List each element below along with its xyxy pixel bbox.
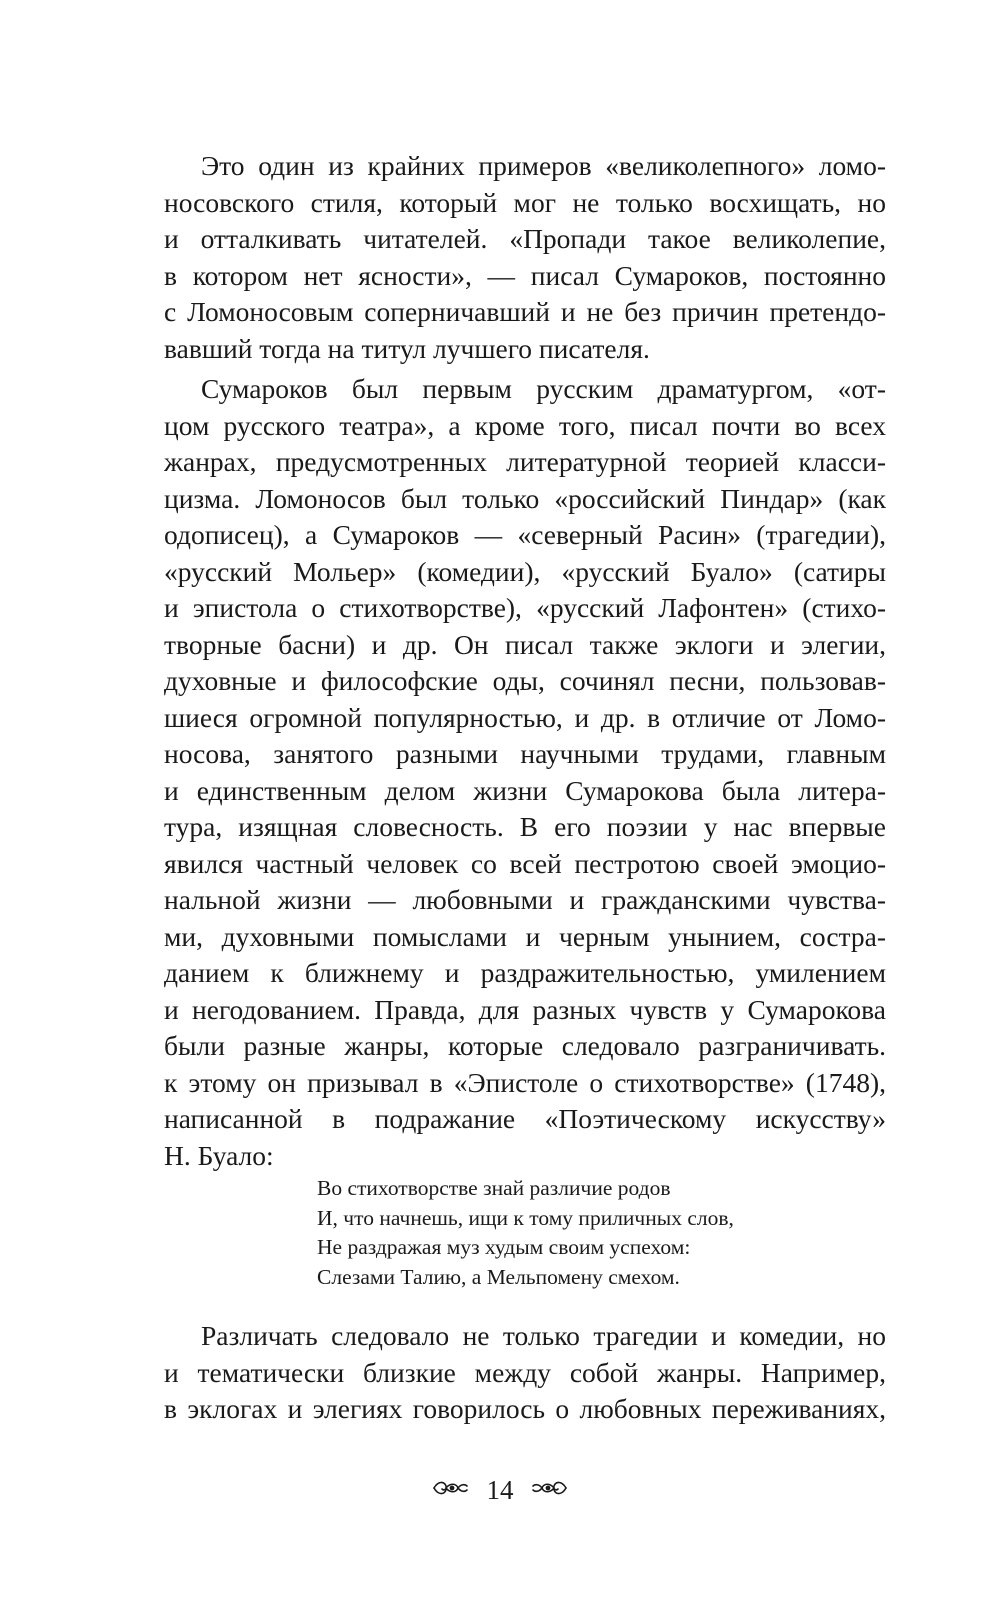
text-line: Н. Буало: xyxy=(164,1139,274,1171)
paragraph-2 xyxy=(164,371,886,1174)
text-line: шиеся огромной популярностью, и др. в отличие от Ломо- xyxy=(164,701,886,733)
fleuron-left-icon xyxy=(432,1472,470,1508)
text-line: носова, занятого разными научными трудами, главным xyxy=(164,738,886,769)
text-line: и эпистола о стихотворстве), «русский Лафонтен» (стихо- xyxy=(164,592,886,623)
text-line: нальной жизни — любовными и гражданскими чувства- xyxy=(164,884,886,915)
text-line: «русский Мольер» (комедии), «русский Буало» (сатиры xyxy=(164,555,886,587)
text-line: цом русского театра», а кроме того, писал почти во всех xyxy=(164,409,886,441)
text-line: и тематически близкие между собой жанры. Например, xyxy=(164,1356,886,1388)
poem-line: И, что начнешь, ищи к тому приличных слов, xyxy=(317,1205,734,1230)
text-line: одописец), а Сумароков — «северный Расин» (трагедии), xyxy=(164,519,886,550)
poem-line: Во стихотворстве знай различие родов xyxy=(317,1176,671,1200)
page-number: 14 xyxy=(486,1474,514,1505)
text-line: написанной в подражание «Поэтическому искусству» xyxy=(164,1103,886,1134)
poem-line: Слезами Талию, а Мельпомену смехом. xyxy=(317,1264,680,1289)
text-line: были разные жанры, которые следовало разграничивать. xyxy=(164,1030,886,1061)
text-line: носовского стиля, который мог не только восхищать, но xyxy=(164,186,886,218)
text-line: Это один из крайних примеров «великолепного» ломо- xyxy=(201,150,886,181)
text-line: явился частный человек со всей пестротою своей эмоцио- xyxy=(164,847,886,879)
text-line: к этому он призывал в «Эпистоле о стихотворстве» (1748), xyxy=(164,1066,886,1098)
text-line: с Ломоносовым соперничавший и не без причин претендо- xyxy=(164,296,886,327)
paragraph-1 xyxy=(164,148,886,367)
poem-line: Не раздражая муз худым своим успехом: xyxy=(317,1235,691,1259)
text-line: и отталкивать читателей. «Пропади такое великолепие, xyxy=(164,223,886,254)
text-line: вавший тогда на титул лучшего писателя. xyxy=(164,332,650,364)
poem-quote xyxy=(317,1174,877,1292)
text-line: творные басни) и др. Он писал также эклоги и элегии, xyxy=(164,628,886,660)
text-line: духовные и философские оды, сочинял песни, пользовав- xyxy=(164,665,886,696)
text-line: ми, духовными помыслами и черным унынием, состра- xyxy=(164,920,886,952)
fleuron-right-icon xyxy=(530,1472,568,1508)
text-line: Различать следовало не только трагедии и комедии, но xyxy=(201,1320,886,1351)
main-text xyxy=(164,148,886,1174)
text-line: цизма. Ломоносов был только «российский Пиндар» (как xyxy=(164,482,886,514)
paragraph-3 xyxy=(164,1318,886,1428)
text-line: тура, изящная словесность. В его поэзии у нас впервые xyxy=(164,811,886,842)
text-line: и негодованием. Правда, для разных чувств у Сумарокова xyxy=(164,993,886,1025)
text-line: и единственным делом жизни Сумарокова была литера- xyxy=(164,774,886,806)
text-line: Сумароков был первым русским драматургом, «от- xyxy=(201,373,886,404)
text-line: данием к ближнему и раздражительностью, умилением xyxy=(164,957,886,988)
page-footer xyxy=(0,1469,1000,1508)
text-line: в эклогах и элегиях говорилось о любовных переживаниях, xyxy=(164,1393,886,1424)
text-line: жанрах, предусмотренных литературной теорией класси- xyxy=(164,446,886,477)
text-line: в котором нет ясности», — писал Сумароков, постоянно xyxy=(164,259,886,291)
